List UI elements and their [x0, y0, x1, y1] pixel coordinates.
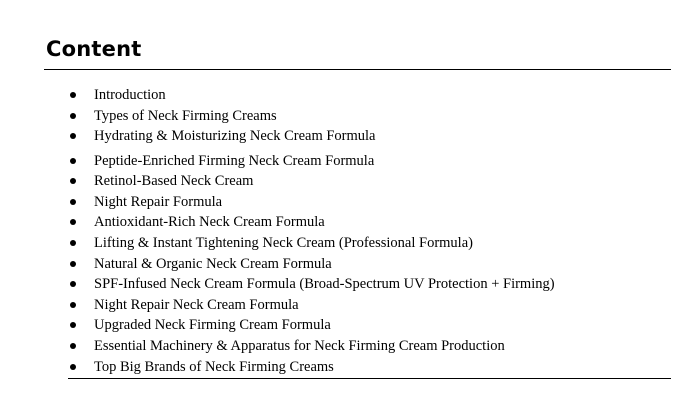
bullet-icon	[70, 178, 76, 184]
toc-item-label[interactable]: Night Repair Formula	[94, 194, 223, 210]
bullet-icon	[70, 133, 76, 139]
toc-item-label[interactable]: Introduction	[94, 87, 166, 103]
bullet-icon	[70, 364, 76, 370]
toc-item[interactable]	[0, 212, 690, 232]
bullet-icon	[70, 281, 76, 287]
toc-item[interactable]	[0, 336, 690, 356]
toc-item[interactable]	[0, 254, 690, 274]
toc-item[interactable]	[0, 233, 690, 253]
toc-item-label[interactable]: Upgraded Neck Firming Cream Formula	[94, 317, 331, 333]
toc-item[interactable]	[0, 357, 690, 377]
toc-item-label[interactable]: Types of Neck Firming Creams	[94, 108, 277, 124]
toc-item-label[interactable]: Antioxidant-Rich Neck Cream Formula	[94, 214, 325, 230]
toc-item[interactable]	[0, 274, 690, 294]
bullet-icon	[70, 261, 76, 267]
bullet-icon	[70, 158, 76, 164]
toc-item-label[interactable]: Top Big Brands of Neck Firming Creams	[94, 359, 334, 375]
toc-item[interactable]	[0, 315, 690, 335]
toc-item[interactable]	[0, 192, 690, 212]
page-heading: Content	[46, 37, 142, 61]
toc-item-label[interactable]: Night Repair Neck Cream Formula	[94, 297, 299, 313]
bullet-icon	[70, 302, 76, 308]
bullet-icon	[70, 92, 76, 98]
toc-item[interactable]	[0, 151, 690, 171]
toc-item-label[interactable]: Essential Machinery & Apparatus for Neck Firming Cream Production	[94, 338, 505, 354]
bullet-icon	[70, 199, 76, 205]
toc-item-label[interactable]: SPF-Infused Neck Cream Formula (Broad-Spectrum UV Protection + Firming)	[94, 276, 555, 292]
toc-item[interactable]	[0, 295, 690, 315]
bullet-icon	[70, 343, 76, 349]
toc-item-label[interactable]: Peptide-Enriched Firming Neck Cream Formula	[94, 153, 375, 169]
heading-divider	[44, 69, 671, 70]
toc-item-label[interactable]: Retinol-Based Neck Cream	[94, 173, 254, 189]
toc-item[interactable]	[0, 171, 690, 191]
bullet-icon	[70, 113, 76, 119]
bullet-icon	[70, 219, 76, 225]
bullet-icon	[70, 322, 76, 328]
toc-item-label[interactable]: Natural & Organic Neck Cream Formula	[94, 256, 332, 272]
toc-item[interactable]	[0, 85, 690, 105]
toc-item[interactable]	[0, 106, 690, 126]
list-bottom-divider	[68, 378, 671, 379]
bullet-icon	[70, 240, 76, 246]
toc-item[interactable]	[0, 126, 690, 146]
toc-item-label[interactable]: Lifting & Instant Tightening Neck Cream (Professional Formula)	[94, 235, 473, 251]
toc-item-label[interactable]: Hydrating & Moisturizing Neck Cream Formula	[94, 128, 376, 144]
